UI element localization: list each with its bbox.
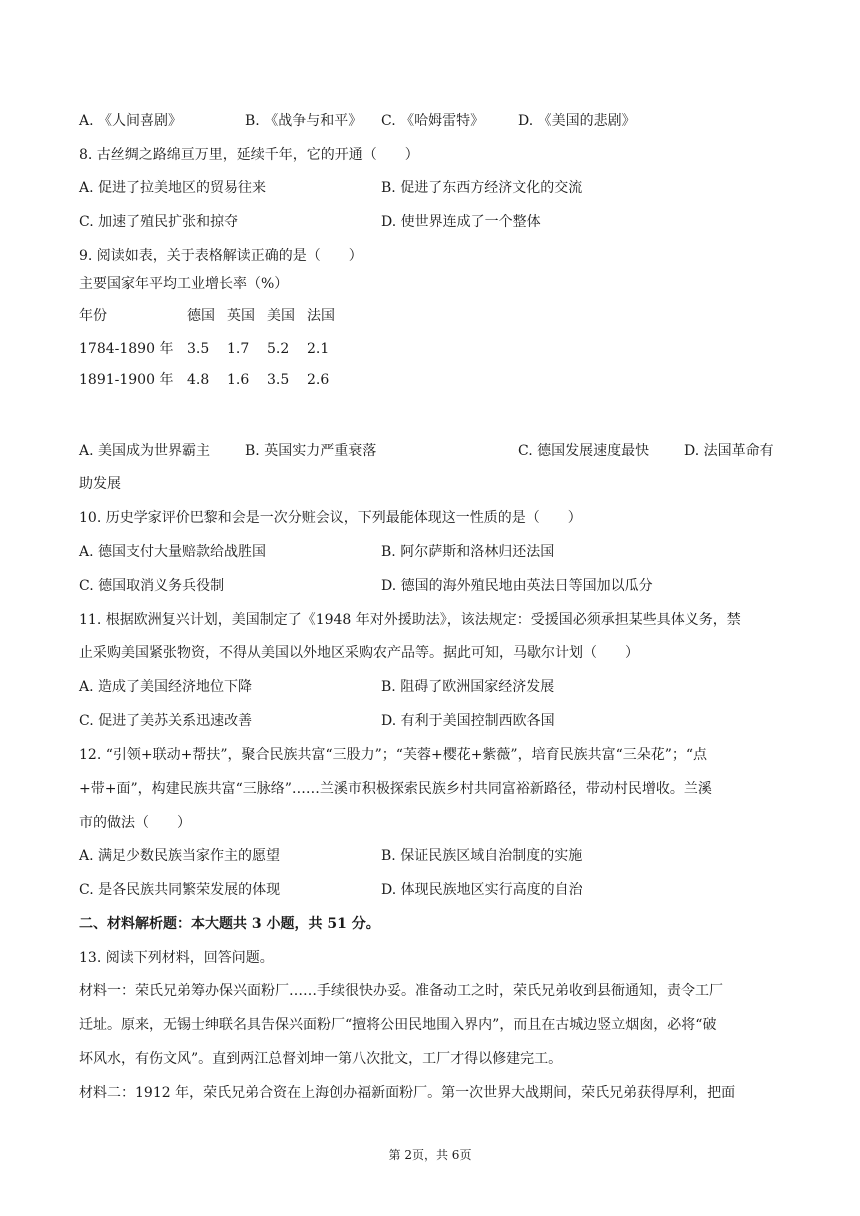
table-cell-row1-usa: 5.2: [267, 341, 290, 357]
table-header-britain: 英国: [227, 308, 255, 324]
q12-option-c: C. 是各民族共同繁荣发展的体现: [79, 882, 281, 898]
q11-option-a: A. 造成了美国经济地位下降: [79, 679, 253, 695]
table-cell-row1-france: 2.1: [307, 341, 330, 357]
q7-option-b: B. 《战争与和平》: [245, 113, 363, 129]
q8-option-c: C. 加速了殖民扩张和掠夺: [79, 214, 239, 230]
table-cell-row2-france: 2.6: [307, 372, 330, 388]
table-header-germany: 德国: [187, 308, 215, 324]
q10-option-b: B. 阿尔萨斯和洛林归还法国: [381, 544, 555, 560]
page-footer: 第 2页，共 6页: [388, 1148, 472, 1162]
q12-option-a: A. 满足少数民族当家作主的愿望: [79, 848, 281, 864]
q12-stem-line2: +带+面”，构建民族共富“三脉络”……兰溪市积极探索民族乡村共同富裕新路径，带动村民增收。兰溪: [79, 781, 712, 797]
q9-stem: 9. 阅读如表，关于表格解读正确的是（ ）: [79, 248, 363, 264]
q9-option-a: A. 美国成为世界霸主: [79, 443, 211, 459]
q11-stem-line1: 11. 根据欧洲复兴计划，美国制定了《1948 年对外援助法》，该法规定：受援国必须承担某些具体义务，禁: [79, 612, 741, 628]
table-cell-row2-germany: 4.8: [187, 372, 210, 388]
q13-material1-line2: 迁址。原来，无锡士绅联名具告保兴面粉厂“擅将公田民地围入界内”，而且在古城边竖立烟囱，必将“破: [79, 1017, 717, 1033]
q12-option-b: B. 保证民族区域自治制度的实施: [381, 848, 583, 864]
q12-stem-line3: 市的做法（ ）: [79, 815, 191, 831]
q9-option-c: C. 德国发展速度最快: [518, 443, 650, 459]
table-cell-row1-britain: 1.7: [227, 341, 250, 357]
q9-option-d: D. 法国革命有: [684, 443, 774, 459]
q9-option-d-continued: 助发展: [79, 476, 121, 492]
q9-table-title: 主要国家年平均工业增长率（%）: [79, 276, 289, 292]
table-cell-row2-britain: 1.6: [227, 372, 250, 388]
q8-option-a: A. 促进了拉美地区的贸易往来: [79, 180, 267, 196]
table-cell-row1-germany: 3.5: [187, 341, 210, 357]
q13-stem: 13. 阅读下列材料，回答问题。: [79, 950, 274, 966]
q10-stem: 10. 历史学家评价巴黎和会是一次分赃会议，下列最能体现这一性质的是（ ）: [79, 510, 582, 526]
section-heading: 二、材料解析题：本大题共 3 小题，共 51 分。: [79, 916, 380, 932]
q7-option-a: A. 《人间喜剧》: [79, 113, 183, 129]
q10-option-c: C. 德国取消义务兵役制: [79, 578, 225, 594]
q10-option-a: A. 德国支付大量赔款给战胜国: [79, 544, 267, 560]
q8-stem: 8. 古丝绸之路绵亘万里，延续千年，它的开通（ ）: [79, 147, 419, 163]
q12-stem-line1: 12. “引领+联动+帮扶”，聚合民族共富“三股力”；“芙蓉+樱花+紫薇”，培育民族共富“三朵花”；“点: [79, 747, 708, 763]
q13-material2-line1: 材料二：1912 年，荣氏兄弟合资在上海创办福新面粉厂。第一次世界大战期间，荣氏兄弟获得厚利，把面: [79, 1085, 736, 1101]
q10-option-d: D. 德国的海外殖民地由英法日等国加以瓜分: [381, 578, 653, 594]
q8-option-d: D. 使世界连成了一个整体: [381, 214, 541, 230]
table-cell-row2-year: 1891-1900 年: [79, 372, 174, 388]
q13-material1-line1: 材料一：荣氏兄弟筹办保兴面粉厂……手续很快办妥。准备动工之时，荣氏兄弟收到县衙通知，责令工厂: [79, 983, 723, 999]
table-cell-row1-year: 1784-1890 年: [79, 341, 174, 357]
q7-option-d: D. 《美国的悲剧》: [518, 113, 636, 129]
q11-option-b: B. 阻碍了欧洲国家经济发展: [381, 679, 555, 695]
table-header-usa: 美国: [267, 308, 295, 324]
table-header-year: 年份: [79, 308, 107, 324]
q7-option-c: C. 《哈姆雷特》: [381, 113, 485, 129]
q12-option-d: D. 体现民族地区实行高度的自治: [381, 882, 583, 898]
q11-stem-line2: 止采购美国紧张物资，不得从美国以外地区采购农产品等。据此可知，马歇尔计划（ ）: [79, 645, 639, 661]
table-cell-row2-usa: 3.5: [267, 372, 290, 388]
q9-option-b: B. 英国实力严重衰落: [245, 443, 377, 459]
q8-option-b: B. 促进了东西方经济文化的交流: [381, 180, 583, 196]
q11-option-d: D. 有利于美国控制西欧各国: [381, 713, 555, 729]
q11-option-c: C. 促进了美苏关系迅速改善: [79, 713, 253, 729]
q13-material1-line3: 坏风水，有伤文风”。直到两江总督刘坤一第八次批文，工厂才得以修建完工。: [79, 1051, 563, 1067]
table-header-france: 法国: [307, 308, 335, 324]
